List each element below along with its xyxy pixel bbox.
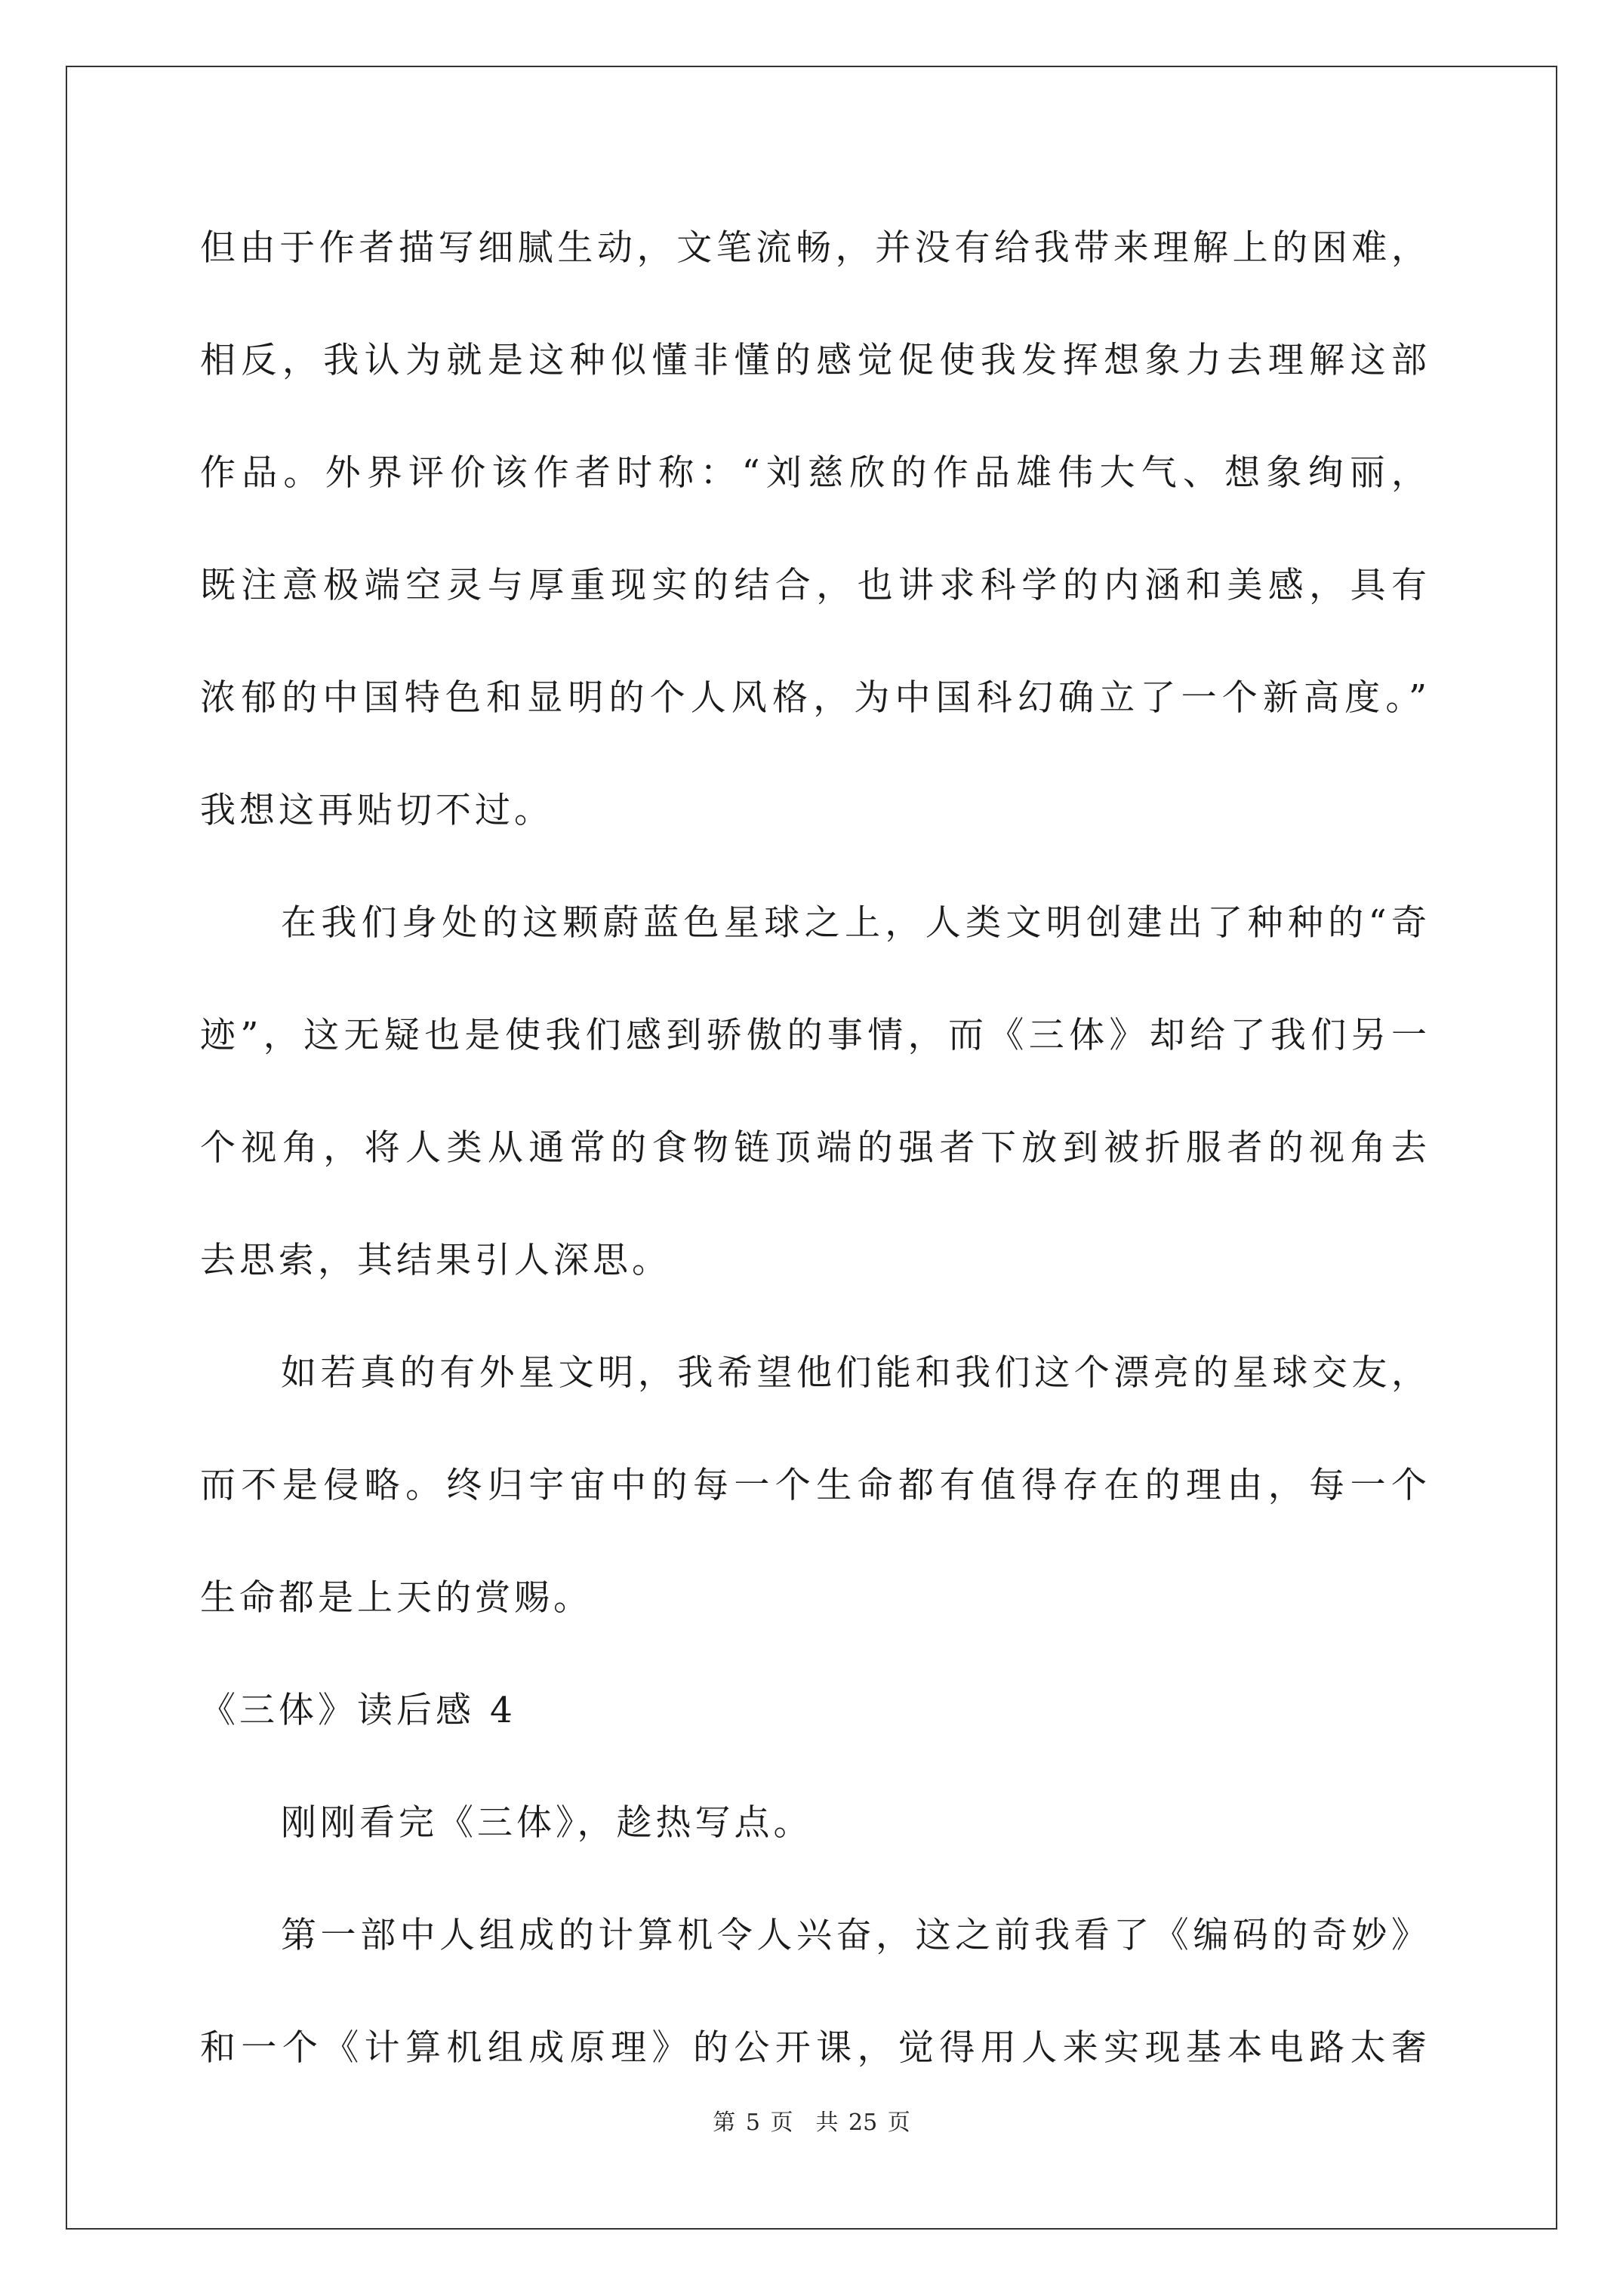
text-line-10: 去思索，其结果引人深思。 [200, 1240, 671, 1281]
text-line-5: 浓郁的中国特色和显明的个人风格，为中国科幻确立了一个新高度。” [200, 677, 1431, 719]
text-line-9: 个视角，将人类从通常的食物链顶端的强者下放到被折服者的视角去 [200, 1127, 1431, 1169]
text-line-3: 作品。外界评价该作者时称：“刘慈欣的作品雄伟大气、想象绚丽， [200, 452, 1431, 494]
text-line-2: 相反，我认为就是这种似懂非懂的感觉促使我发挥想象力去理解这部 [200, 340, 1431, 381]
text-line-12: 而不是侵略。终归宇宙中的每一个生命都有值得存在的理由，每一个 [200, 1465, 1431, 1506]
text-line-4: 既注意极端空灵与厚重现实的结合，也讲求科学的内涵和美感，具有 [200, 565, 1431, 606]
text-line-13: 生命都是上天的赏赐。 [200, 1577, 593, 1619]
text-line-8: 迹”，这无疑也是使我们感到骄傲的事情，而《三体》却给了我们另一 [200, 1015, 1431, 1056]
text-line-7: 在我们身处的这颗蔚蓝色星球之上，人类文明创建出了种种的“奇 [281, 902, 1431, 944]
text-line-16: 第一部中人组成的计算机令人兴奋，这之前我看了《编码的奇妙》 [281, 1915, 1431, 1956]
text-line-15: 刚刚看完《三体》，趁热写点。 [281, 1802, 813, 1844]
text-line-1: 但由于作者描写细腻生动，文笔流畅，并没有给我带来理解上的困难， [200, 227, 1431, 269]
text-line-11: 如若真的有外星文明，我希望他们能和我们这个漂亮的星球交友， [281, 1352, 1431, 1394]
text-line-6: 我想这再贴切不过。 [200, 790, 553, 831]
text-line-17: 和一个《计算机组成原理》的公开课，觉得用人来实现基本电路太奢 [200, 2027, 1431, 2069]
page-number-footer: 第 5 页 共 25 页 [713, 2110, 910, 2136]
section-heading: 《三体》读后感 4 [200, 1690, 516, 1731]
